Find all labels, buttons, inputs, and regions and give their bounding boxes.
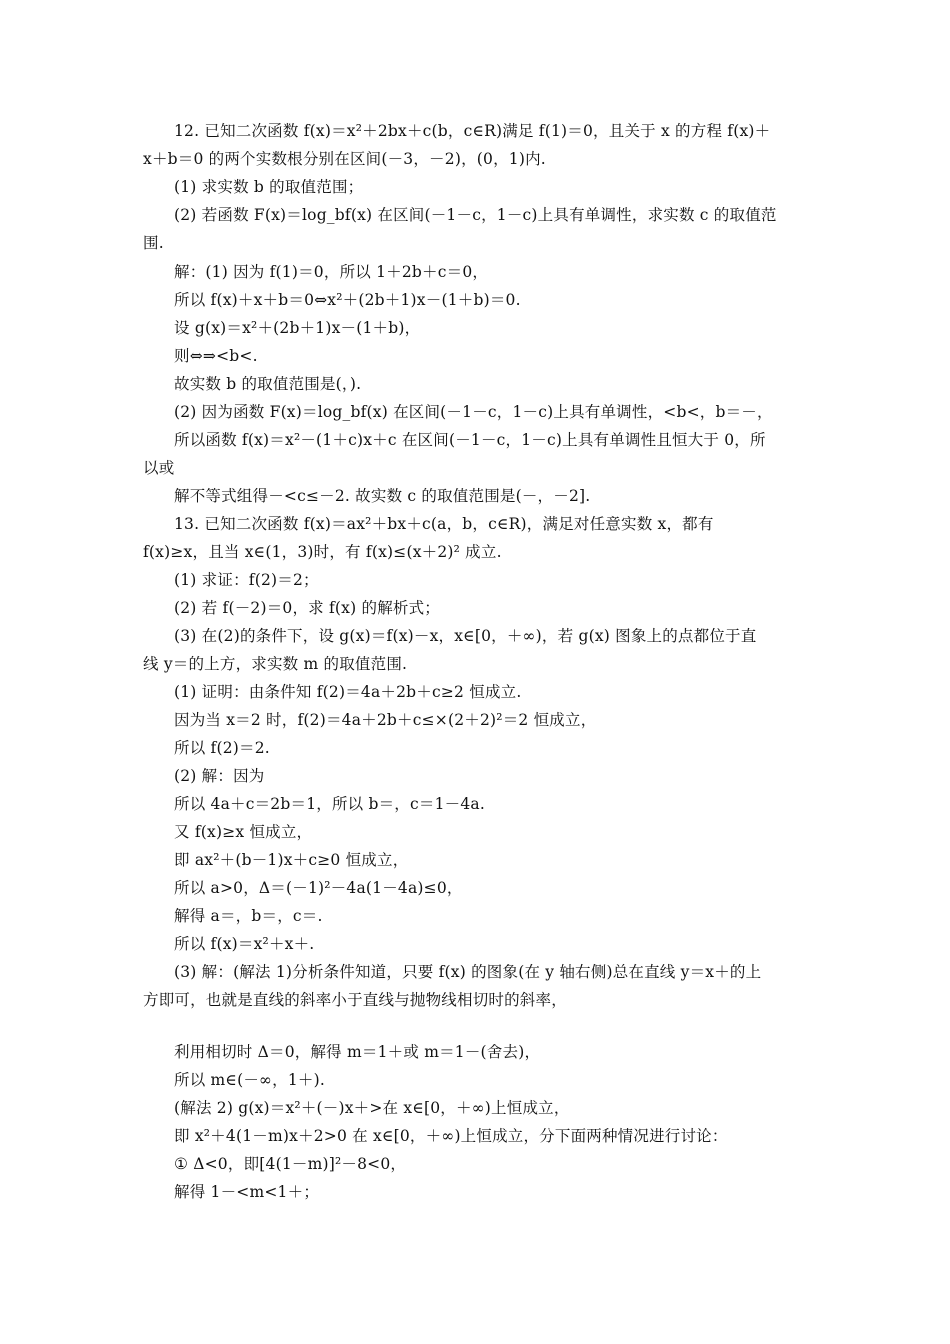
solution-13-line-13: 利用相切时 Δ＝0，解得 m＝1＋或 m＝1－(舍去)， <box>174 1043 541 1061</box>
solution-13-line-17: ① Δ<0，即[4(1－m)]²－8<0， <box>174 1155 407 1173</box>
solution-12-line-6: (2) 因为函数 F(x)＝log_bf(x) 在区间(－1－c，1－c)上具有单调性，<b<，b＝－， <box>174 403 773 421</box>
problem-13-statement-line-1: 13. 已知二次函数 f(x)＝ax²＋bx＋c(a，b，c∈R)，满足对任意实数 x，都有 <box>174 515 714 533</box>
solution-13-line-7: 即 ax²＋(b－1)x＋c≥0 恒成立， <box>174 851 409 869</box>
problem-12-statement-line-2: x＋b＝0 的两个实数根分别在区间(－3，－2)，(0，1)内. <box>143 150 546 168</box>
solution-12-line-4: 则⇔⇒<b<. <box>174 347 258 365</box>
solution-13-line-16: 即 x²＋4(1－m)x＋2>0 在 x∈[0，＋∞)上恒成立，分下面两种情况进行讨论： <box>174 1127 728 1145</box>
solution-13-line-1: (1) 证明：由条件知 f(2)＝4a＋2b＋c≥2 恒成立. <box>174 683 522 701</box>
solution-12-line-1: 解：(1) 因为 f(1)＝0，所以 1＋2b＋c＝0， <box>174 263 489 281</box>
problem-13-part-2: (2) 若 f(－2)＝0，求 f(x) 的解析式； <box>174 599 440 617</box>
solution-13-line-10: 所以 f(x)＝x²＋x＋. <box>174 935 315 953</box>
solution-12-line-5: 故实数 b 的取值范围是(，). <box>174 375 362 393</box>
problem-13-part-3-line-1: (3) 在(2)的条件下，设 g(x)＝f(x)－x，x∈[0，＋∞)，若 g(x) 图象上的点都位于直 <box>174 627 757 645</box>
problem-12-statement-line-1: 12. 已知二次函数 f(x)＝x²＋2bx＋c(b，c∈R)满足 f(1)＝0，且关于 x 的方程 f(x)＋ <box>174 122 771 140</box>
solution-12-line-3: 设 g(x)＝x²＋(2b＋1)x－(1＋b)， <box>174 319 421 337</box>
solution-13-line-8: 所以 a>0，Δ＝(－1)²－4a(1－4a)≤0， <box>174 879 463 897</box>
solution-12-line-9: 解不等式组得－<c≤－2. 故实数 c 的取值范围是(－，－2]. <box>174 487 591 505</box>
solution-12-line-8: 以或 <box>143 459 175 477</box>
solution-13-line-11: (3) 解：(解法 1)分析条件知道，只要 f(x) 的图象(在 y 轴右侧)总在直线 y＝x＋的上 <box>174 963 762 981</box>
solution-12-line-2: 所以 f(x)＋x＋b＝0⇔x²＋(2b＋1)x－(1＋b)＝0. <box>174 291 521 309</box>
solution-13-line-2: 因为当 x＝2 时，f(2)＝4a＋2b＋c≤×(2＋2)²＝2 恒成立， <box>174 711 597 729</box>
solution-13-line-15: (解法 2) g(x)＝x²＋(－)x＋>在 x∈[0，＋∞)上恒成立， <box>174 1099 570 1117</box>
solution-13-line-6: 又 f(x)≥x 恒成立， <box>174 823 313 841</box>
problem-13-part-1: (1) 求证：f(2)＝2； <box>174 571 319 589</box>
solution-13-line-14: 所以 m∈(－∞，1＋). <box>174 1071 325 1089</box>
solution-13-line-4: (2) 解：因为 <box>174 767 265 785</box>
solution-13-line-9: 解得 a＝，b＝，c＝. <box>174 907 323 925</box>
solution-13-line-5: 所以 4a＋c＝2b＝1，所以 b＝，c＝1－4a. <box>174 795 485 813</box>
problem-12-part-2-line-1: (2) 若函数 F(x)＝log_bf(x) 在区间(－1－c，1－c)上具有单调性，求实数 c 的取值范 <box>174 206 777 224</box>
solution-13-line-12: 方即可，也就是直线的斜率小于直线与抛物线相切时的斜率， <box>143 991 567 1009</box>
solution-12-line-7: 所以函数 f(x)＝x²－(1＋c)x＋c 在区间(－1－c，1－c)上具有单调性且恒大于 0，所 <box>174 431 766 449</box>
problem-12-part-2-line-2: 围. <box>143 234 164 252</box>
problem-13-statement-line-2: f(x)≥x，且当 x∈(1，3)时，有 f(x)≤(x＋2)² 成立. <box>143 543 502 561</box>
problem-13-part-3-line-2: 线 y＝的上方，求实数 m 的取值范围. <box>143 655 408 673</box>
solution-13-line-18: 解得 1－<m<1＋； <box>174 1183 320 1201</box>
problem-12-part-1: (1) 求实数 b 的取值范围； <box>174 178 364 196</box>
solution-13-line-3: 所以 f(2)＝2. <box>174 739 270 757</box>
